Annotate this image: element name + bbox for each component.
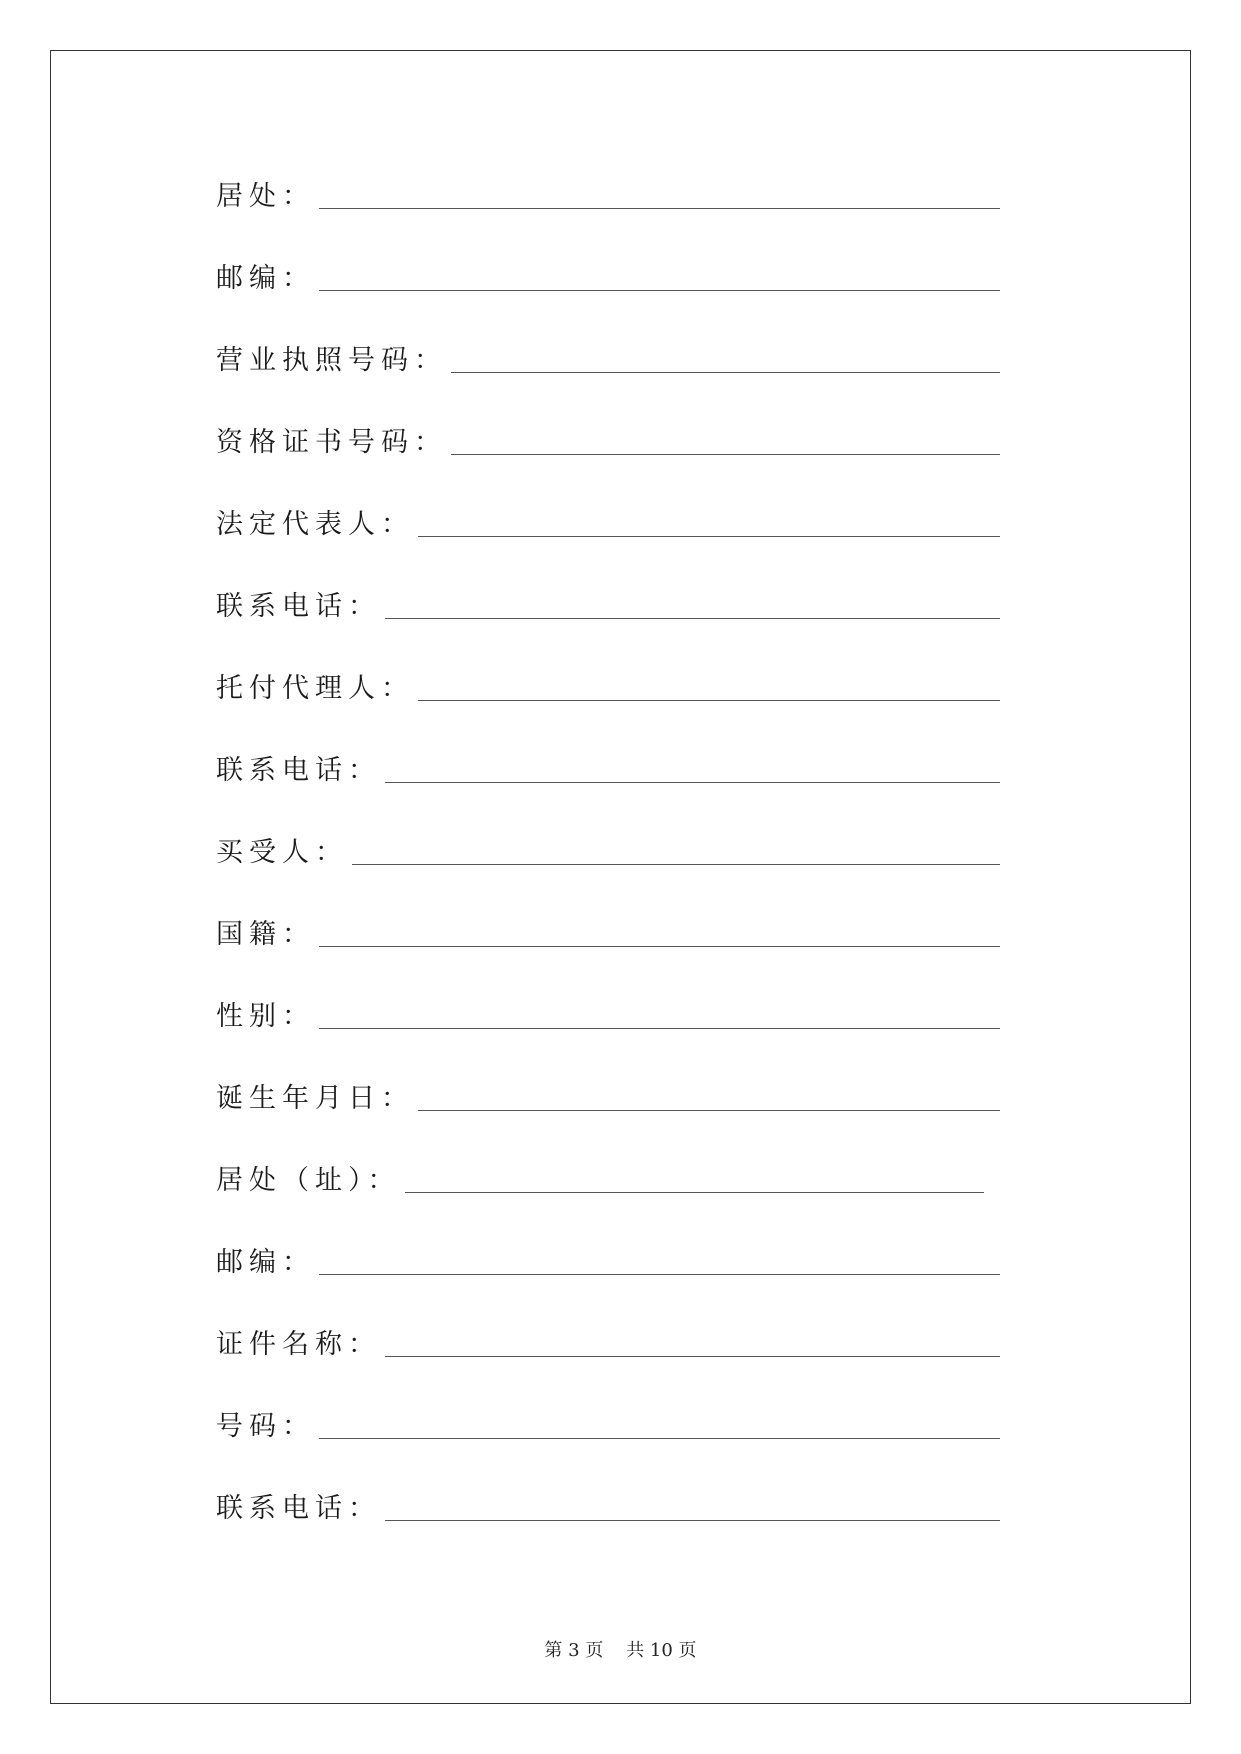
blank-line bbox=[385, 781, 1000, 783]
blank-line bbox=[319, 1027, 1000, 1029]
field-buyer bbox=[216, 828, 1000, 868]
field-label: 法定代表人： bbox=[216, 509, 414, 540]
field-label: 居处： bbox=[216, 181, 315, 212]
field-label: 托付代理人： bbox=[216, 673, 414, 704]
blank-line bbox=[418, 699, 1000, 701]
field-gender bbox=[216, 992, 1000, 1032]
page-frame bbox=[50, 50, 1191, 1704]
blank-line bbox=[385, 1519, 1000, 1521]
field-legal-representative bbox=[216, 500, 1000, 540]
blank-line bbox=[319, 1437, 1000, 1439]
field-buyer-phone bbox=[216, 1484, 1000, 1524]
field-label: 营业执照号码： bbox=[216, 345, 447, 376]
field-label: 联系电话： bbox=[216, 1493, 381, 1524]
field-label: 号码： bbox=[216, 1411, 315, 1442]
blank-line bbox=[418, 1109, 1000, 1111]
field-authorized-agent bbox=[216, 664, 1000, 704]
field-label: 居处（址）： bbox=[216, 1165, 401, 1196]
field-agent-phone bbox=[216, 746, 1000, 786]
blank-line bbox=[418, 535, 1000, 537]
field-label: 证件名称： bbox=[216, 1329, 381, 1360]
field-label: 性别： bbox=[216, 1001, 315, 1032]
blank-line bbox=[385, 1355, 1000, 1357]
blank-line bbox=[405, 1191, 985, 1193]
field-qualification-certificate-number bbox=[216, 418, 1000, 458]
field-business-license-number bbox=[216, 336, 1000, 376]
field-label: 资格证书号码： bbox=[216, 427, 447, 458]
field-postcode-2 bbox=[216, 1238, 1000, 1278]
blank-line bbox=[385, 617, 1000, 619]
blank-line bbox=[319, 207, 1000, 209]
field-label: 邮编： bbox=[216, 263, 315, 294]
field-phone bbox=[216, 582, 1000, 622]
field-id-document-name bbox=[216, 1320, 1000, 1360]
field-label: 国籍： bbox=[216, 919, 315, 950]
blank-line bbox=[319, 289, 1000, 291]
page-number: 第 3 页 共 10 页 bbox=[544, 1640, 697, 1661]
field-label: 诞生年月日： bbox=[216, 1083, 414, 1114]
field-label: 联系电话： bbox=[216, 591, 381, 622]
blank-line bbox=[319, 1273, 1000, 1275]
blank-line bbox=[451, 371, 1000, 373]
field-residence bbox=[216, 172, 1000, 212]
blank-line bbox=[319, 945, 1000, 947]
field-id-number bbox=[216, 1402, 1000, 1442]
field-date-of-birth bbox=[216, 1074, 1000, 1114]
field-postcode bbox=[216, 254, 1000, 294]
field-label: 买受人： bbox=[216, 837, 348, 868]
field-nationality bbox=[216, 910, 1000, 950]
field-address bbox=[216, 1156, 984, 1196]
field-label: 邮编： bbox=[216, 1247, 315, 1278]
blank-line bbox=[451, 453, 1000, 455]
field-label: 联系电话： bbox=[216, 755, 381, 786]
blank-line bbox=[352, 863, 1000, 865]
